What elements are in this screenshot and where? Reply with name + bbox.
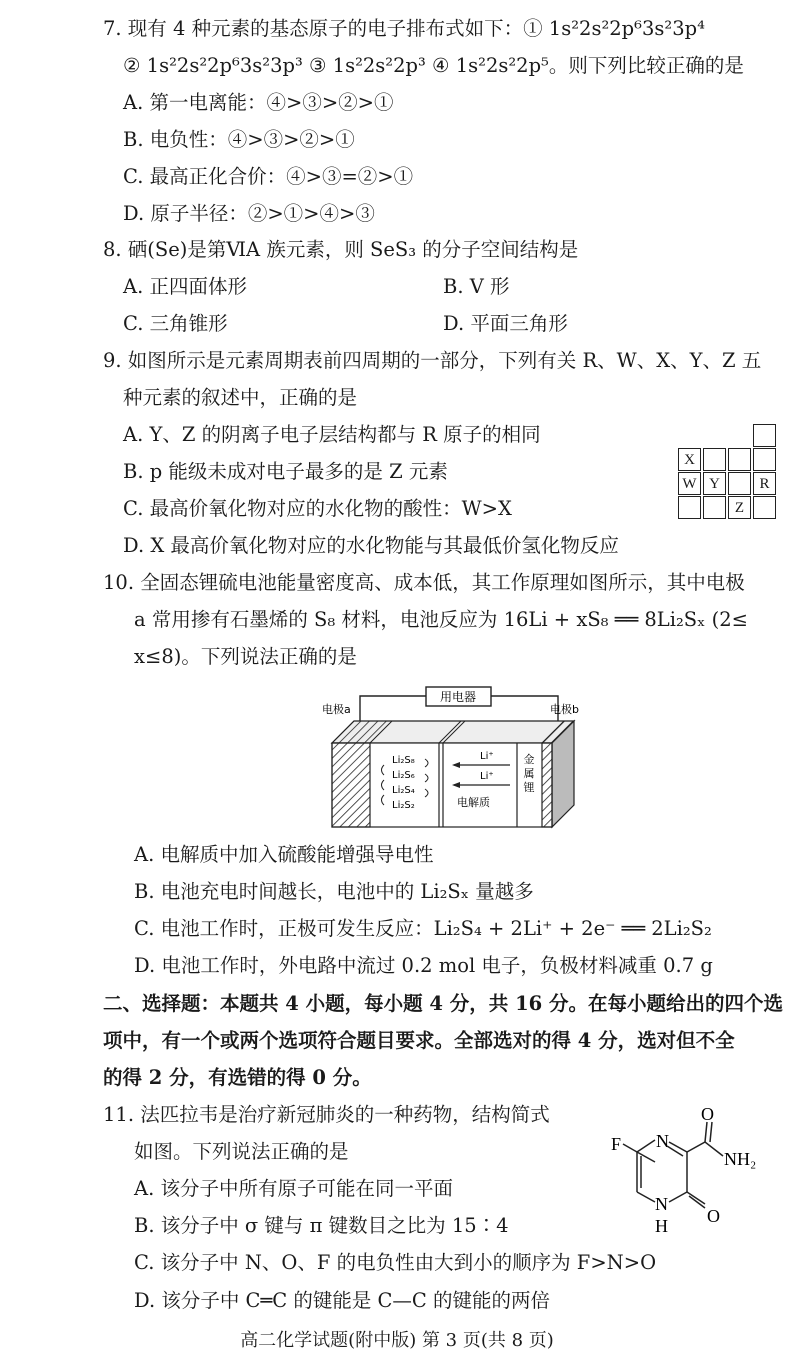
q10-option-d: D. 电池工作时，外电路中流过 0.2 mol 电子，负极材料减重 0.7 g — [134, 954, 713, 977]
electrode-b-label: 电极b — [550, 703, 579, 716]
ptable-cell-empty — [753, 448, 776, 471]
q9-option-a: A. Y、Z 的阴离子电子层结构都与 R 原子的相同 — [123, 423, 541, 446]
q8-option-c: C. 三角锥形 — [123, 312, 228, 335]
q11-option-d: D. 该分子中 C═C 的键能是 C—C 的键能的两倍 — [134, 1289, 551, 1312]
ptable-cell-empty — [753, 424, 776, 447]
q7-stem-line2: ② 1s²2s²2p⁶3s²3p³ ③ 1s²2s²2p³ ④ 1s²2s²2p⁵。则下列比较正确的是 — [123, 54, 744, 77]
q7-stem-line1: 7. 现有 4 种元素的基态原子的电子排布式如下：① 1s²2s²2p⁶3s²3p⁴ — [103, 17, 705, 40]
ptable-cell-empty — [753, 496, 776, 519]
section2-line2: 项中，有一个或两个选项符合题目要求。全部选对的得 4 分，选对但不全 — [103, 1029, 735, 1052]
device-label: 用电器 — [439, 690, 477, 704]
favipiravir-structure — [597, 1100, 777, 1250]
q10-stem-line2: a 常用掺有石墨烯的 S₈ 材料，电池反应为 16Li + xS₈ ══ 8Li₂Sₓ (2≤ — [134, 608, 748, 631]
battery-diagram — [322, 683, 580, 831]
q7-option-b: B. 电负性：④>③>②>① — [123, 128, 355, 151]
q9-option-c: C. 最高价氧化物对应的水化物的酸性：W>X — [123, 497, 512, 520]
q10-option-c: C. 电池工作时，正极可发生反应：Li₂S₄ + 2Li⁺ + 2e⁻ ══ 2Li₂S₂ — [134, 917, 712, 940]
q8-option-d: D. 平面三角形 — [443, 312, 568, 335]
section2-line1: 二、选择题：本题共 4 小题，每小题 4 分，共 16 分。在每小题给出的四个选 — [103, 992, 784, 1015]
atom-o-ring: O — [707, 1206, 720, 1226]
q11-stem-line2: 如图。下列说法正确的是 — [134, 1140, 349, 1163]
atom-nh2: NH₂ — [724, 1149, 757, 1169]
electrolyte-label: 电解质 — [457, 796, 490, 809]
q8-option-b: B. V 形 — [443, 275, 510, 298]
ptable-cell-empty — [703, 496, 726, 519]
q7-option-c: C. 最高正化合价：④>③=②>① — [123, 165, 414, 188]
li-ion-label-2: Li⁺ — [480, 771, 494, 782]
q11-option-a: A. 该分子中所有原子可能在同一平面 — [134, 1177, 453, 1200]
q7-option-d: D. 原子半径：②>①>④>③ — [123, 202, 375, 225]
atom-n-ring: N — [656, 1131, 669, 1151]
metal-li-char-1: 金 — [523, 753, 535, 766]
q10-option-b: B. 电池充电时间越长，电池中的 Li₂Sₓ 量越多 — [134, 880, 534, 903]
ptable-cell-y: Y — [703, 472, 726, 495]
atom-f: F — [611, 1134, 622, 1154]
q10-stem-line1: 10. 全固态锂硫电池能量密度高、成本低，其工作原理如图所示，其中电极 — [103, 571, 745, 594]
q9-stem-line1: 9. 如图所示是元素周期表前四周期的一部分，下列有关 R、W、X、Y、Z 五 — [103, 349, 762, 372]
metal-li-char-3: 锂 — [523, 781, 535, 794]
periodic-table-fragment — [678, 424, 778, 521]
q10-stem-line3: x≤8)。下列说法正确的是 — [134, 645, 357, 668]
species-li2s6: Li₂S₆ — [392, 770, 415, 781]
ptable-cell-empty — [728, 472, 751, 495]
q7-option-a: A. 第一电离能：④>③>②>① — [123, 91, 394, 114]
li-ion-label-1: Li⁺ — [480, 751, 494, 762]
species-li2s2: Li₂S₂ — [392, 800, 415, 811]
electrode-b — [542, 743, 552, 827]
section2-line3: 的得 2 分，有选错的得 0 分。 — [103, 1066, 372, 1089]
ptable-cell-empty — [678, 496, 701, 519]
ptable-cell-r: R — [753, 472, 776, 495]
atom-h: H — [655, 1216, 668, 1236]
ptable-cell-empty — [703, 448, 726, 471]
q11-stem-line1: 11. 法匹拉韦是治疗新冠肺炎的一种药物，结构简式 — [103, 1103, 550, 1126]
q10-option-a: A. 电解质中加入硫酸能增强导电性 — [134, 843, 434, 866]
q8-stem: 8. 硒(Se)是第ⅥA 族元素，则 SeS₃ 的分子空间结构是 — [103, 238, 579, 261]
atom-n-h: N — [655, 1194, 668, 1214]
species-li2s4: Li₂S₄ — [392, 785, 415, 796]
ptable-cell-z: Z — [728, 496, 751, 519]
page-footer: 高二化学试题(附中版) 第 3 页(共 8 页) — [240, 1330, 554, 1351]
q11-option-b: B. 该分子中 σ 键与 π 键数目之比为 15∶4 — [134, 1214, 509, 1237]
ptable-cell-empty — [728, 448, 751, 471]
electrode-a — [332, 743, 370, 827]
q8-option-a: A. 正四面体形 — [123, 275, 247, 298]
ptable-cell-w: W — [678, 472, 701, 495]
q9-option-d: D. X 最高价氧化物对应的水化物能与其最低价氢化物反应 — [123, 534, 619, 557]
species-li2s8: Li₂S₈ — [392, 755, 415, 766]
electrode-a-label: 电极a — [322, 703, 351, 716]
ptable-cell-x: X — [678, 448, 701, 471]
q11-option-c: C. 该分子中 N、O、F 的电负性由大到小的顺序为 F>N>O — [134, 1251, 657, 1274]
metal-li-char-2: 属 — [523, 767, 535, 780]
atom-o-carbonyl: O — [701, 1104, 714, 1124]
q9-option-b: B. p 能级未成对电子最多的是 Z 元素 — [123, 460, 448, 483]
q9-stem-line2: 种元素的叙述中，正确的是 — [123, 386, 358, 409]
